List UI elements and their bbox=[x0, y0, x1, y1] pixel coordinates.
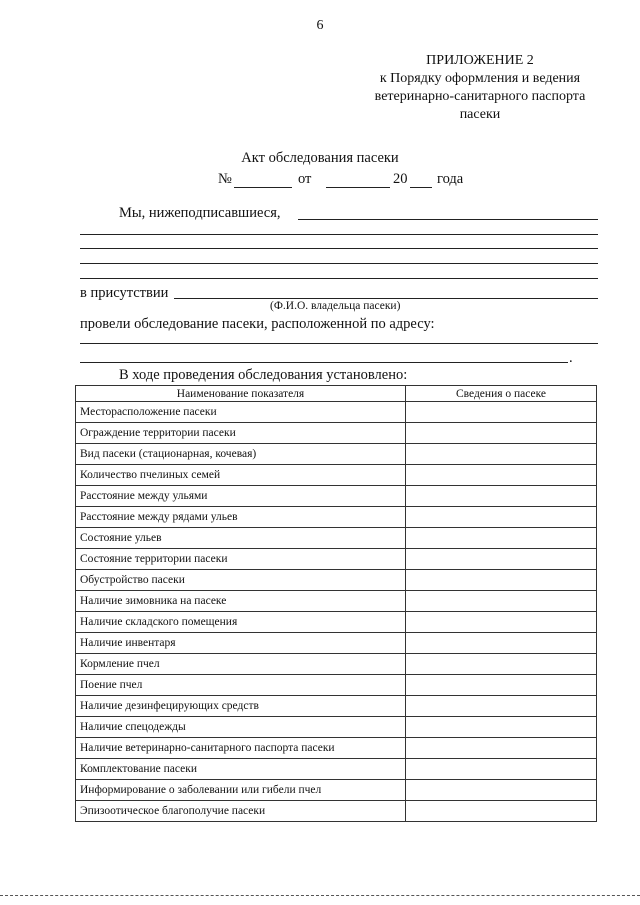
row-label: Информирование о заболевании или гибели пчел bbox=[76, 780, 406, 801]
table-row bbox=[76, 717, 597, 738]
table-row bbox=[76, 633, 597, 654]
page-bottom-divider bbox=[0, 895, 640, 896]
row-label: Вид пасеки (стационарная, кочевая) bbox=[76, 444, 406, 465]
row-label: Наличие зимовника на пасеке bbox=[76, 591, 406, 612]
table-row bbox=[76, 444, 597, 465]
address-label: провели обследование пасеки, расположенной по адресу: bbox=[80, 316, 435, 332]
appendix-line-2: ветеринарно-санитарного паспорта bbox=[374, 89, 586, 104]
table-row bbox=[76, 738, 597, 759]
table-row bbox=[76, 591, 597, 612]
act-number-field[interactable] bbox=[234, 187, 292, 188]
table-row bbox=[76, 612, 597, 633]
row-value-cell[interactable] bbox=[406, 423, 597, 444]
undersigned-label: Мы, нижеподписавшиеся, bbox=[119, 205, 281, 221]
row-label: Расстояние между ульями bbox=[76, 486, 406, 507]
row-value-cell[interactable] bbox=[406, 612, 597, 633]
undersigned-field-4[interactable] bbox=[80, 263, 598, 264]
owner-name-field[interactable] bbox=[174, 298, 598, 299]
table-row bbox=[76, 423, 597, 444]
row-value-cell[interactable] bbox=[406, 444, 597, 465]
row-value-cell[interactable] bbox=[406, 717, 597, 738]
table-row bbox=[76, 759, 597, 780]
appendix-title: ПРИЛОЖЕНИЕ 2 bbox=[426, 53, 534, 68]
row-label: Обустройство пасеки bbox=[76, 570, 406, 591]
table-row bbox=[76, 549, 597, 570]
presence-label: в присутствии bbox=[80, 285, 169, 301]
row-value-cell[interactable] bbox=[406, 402, 597, 423]
table-row bbox=[76, 654, 597, 675]
row-value-cell[interactable] bbox=[406, 486, 597, 507]
row-value-cell[interactable] bbox=[406, 633, 597, 654]
row-label: Состояние ульев bbox=[76, 528, 406, 549]
row-label: Наличие инвентаря bbox=[76, 633, 406, 654]
row-value-cell[interactable] bbox=[406, 738, 597, 759]
row-label: Расстояние между рядами ульев bbox=[76, 507, 406, 528]
row-label: Наличие дезинфецирующих средств bbox=[76, 696, 406, 717]
row-value-cell[interactable] bbox=[406, 654, 597, 675]
table-row bbox=[76, 465, 597, 486]
table-row bbox=[76, 696, 597, 717]
act-title: Акт обследования пасеки bbox=[241, 150, 399, 166]
row-value-cell[interactable] bbox=[406, 780, 597, 801]
table-row bbox=[76, 402, 597, 423]
appendix-header bbox=[330, 52, 630, 124]
row-value-cell[interactable] bbox=[406, 696, 597, 717]
row-value-cell[interactable] bbox=[406, 507, 597, 528]
act-year-field[interactable] bbox=[410, 187, 432, 188]
table-row bbox=[76, 507, 597, 528]
undersigned-field-3[interactable] bbox=[80, 248, 598, 249]
row-label: Количество пчелиных семей bbox=[76, 465, 406, 486]
row-value-cell[interactable] bbox=[406, 675, 597, 696]
act-from-label: от bbox=[298, 171, 312, 187]
header-info: Сведения о пасеке bbox=[406, 386, 597, 402]
row-value-cell[interactable] bbox=[406, 528, 597, 549]
table-header-row bbox=[76, 386, 597, 402]
inspection-table bbox=[75, 385, 597, 822]
row-label: Ограждение территории пасеки bbox=[76, 423, 406, 444]
appendix-line-3: пасеки bbox=[459, 107, 501, 122]
row-label: Наличие спецодежды bbox=[76, 717, 406, 738]
table-row bbox=[76, 801, 597, 822]
act-year-prefix: 20 bbox=[393, 171, 408, 187]
address-field-1[interactable] bbox=[80, 343, 598, 344]
established-label: В ходе проведения обследования установлено: bbox=[119, 367, 408, 383]
owner-name-hint: (Ф.И.О. владельца пасеки) bbox=[270, 300, 401, 312]
row-label: Наличие ветеринарно-санитарного паспорта пасеки bbox=[76, 738, 406, 759]
row-label: Наличие складского помещения bbox=[76, 612, 406, 633]
undersigned-field-1[interactable] bbox=[298, 219, 598, 220]
appendix-line-1: к Порядку оформления и ведения bbox=[379, 71, 581, 86]
row-label: Комплектование пасеки bbox=[76, 759, 406, 780]
table-row bbox=[76, 486, 597, 507]
row-value-cell[interactable] bbox=[406, 465, 597, 486]
row-value-cell[interactable] bbox=[406, 759, 597, 780]
row-label: Эпизоотическое благополучие пасеки bbox=[76, 801, 406, 822]
header-indicator: Наименование показателя bbox=[76, 386, 406, 402]
row-value-cell[interactable] bbox=[406, 570, 597, 591]
row-label: Кормление пчел bbox=[76, 654, 406, 675]
row-value-cell[interactable] bbox=[406, 801, 597, 822]
row-label: Месторасположение пасеки bbox=[76, 402, 406, 423]
page-number: 6 bbox=[316, 18, 324, 33]
address-field-2[interactable] bbox=[80, 362, 568, 363]
address-end-mark: . bbox=[569, 350, 573, 366]
row-value-cell[interactable] bbox=[406, 591, 597, 612]
table-row bbox=[76, 675, 597, 696]
table-row bbox=[76, 570, 597, 591]
table-row bbox=[76, 528, 597, 549]
table-row bbox=[76, 780, 597, 801]
act-date-field[interactable] bbox=[326, 187, 390, 188]
row-value-cell[interactable] bbox=[406, 549, 597, 570]
act-year-suffix: года bbox=[437, 171, 464, 187]
row-label: Состояние территории пасеки bbox=[76, 549, 406, 570]
undersigned-field-5[interactable] bbox=[80, 278, 598, 279]
act-number-label: № bbox=[218, 171, 232, 187]
row-label: Поение пчел bbox=[76, 675, 406, 696]
undersigned-field-2[interactable] bbox=[80, 234, 598, 235]
